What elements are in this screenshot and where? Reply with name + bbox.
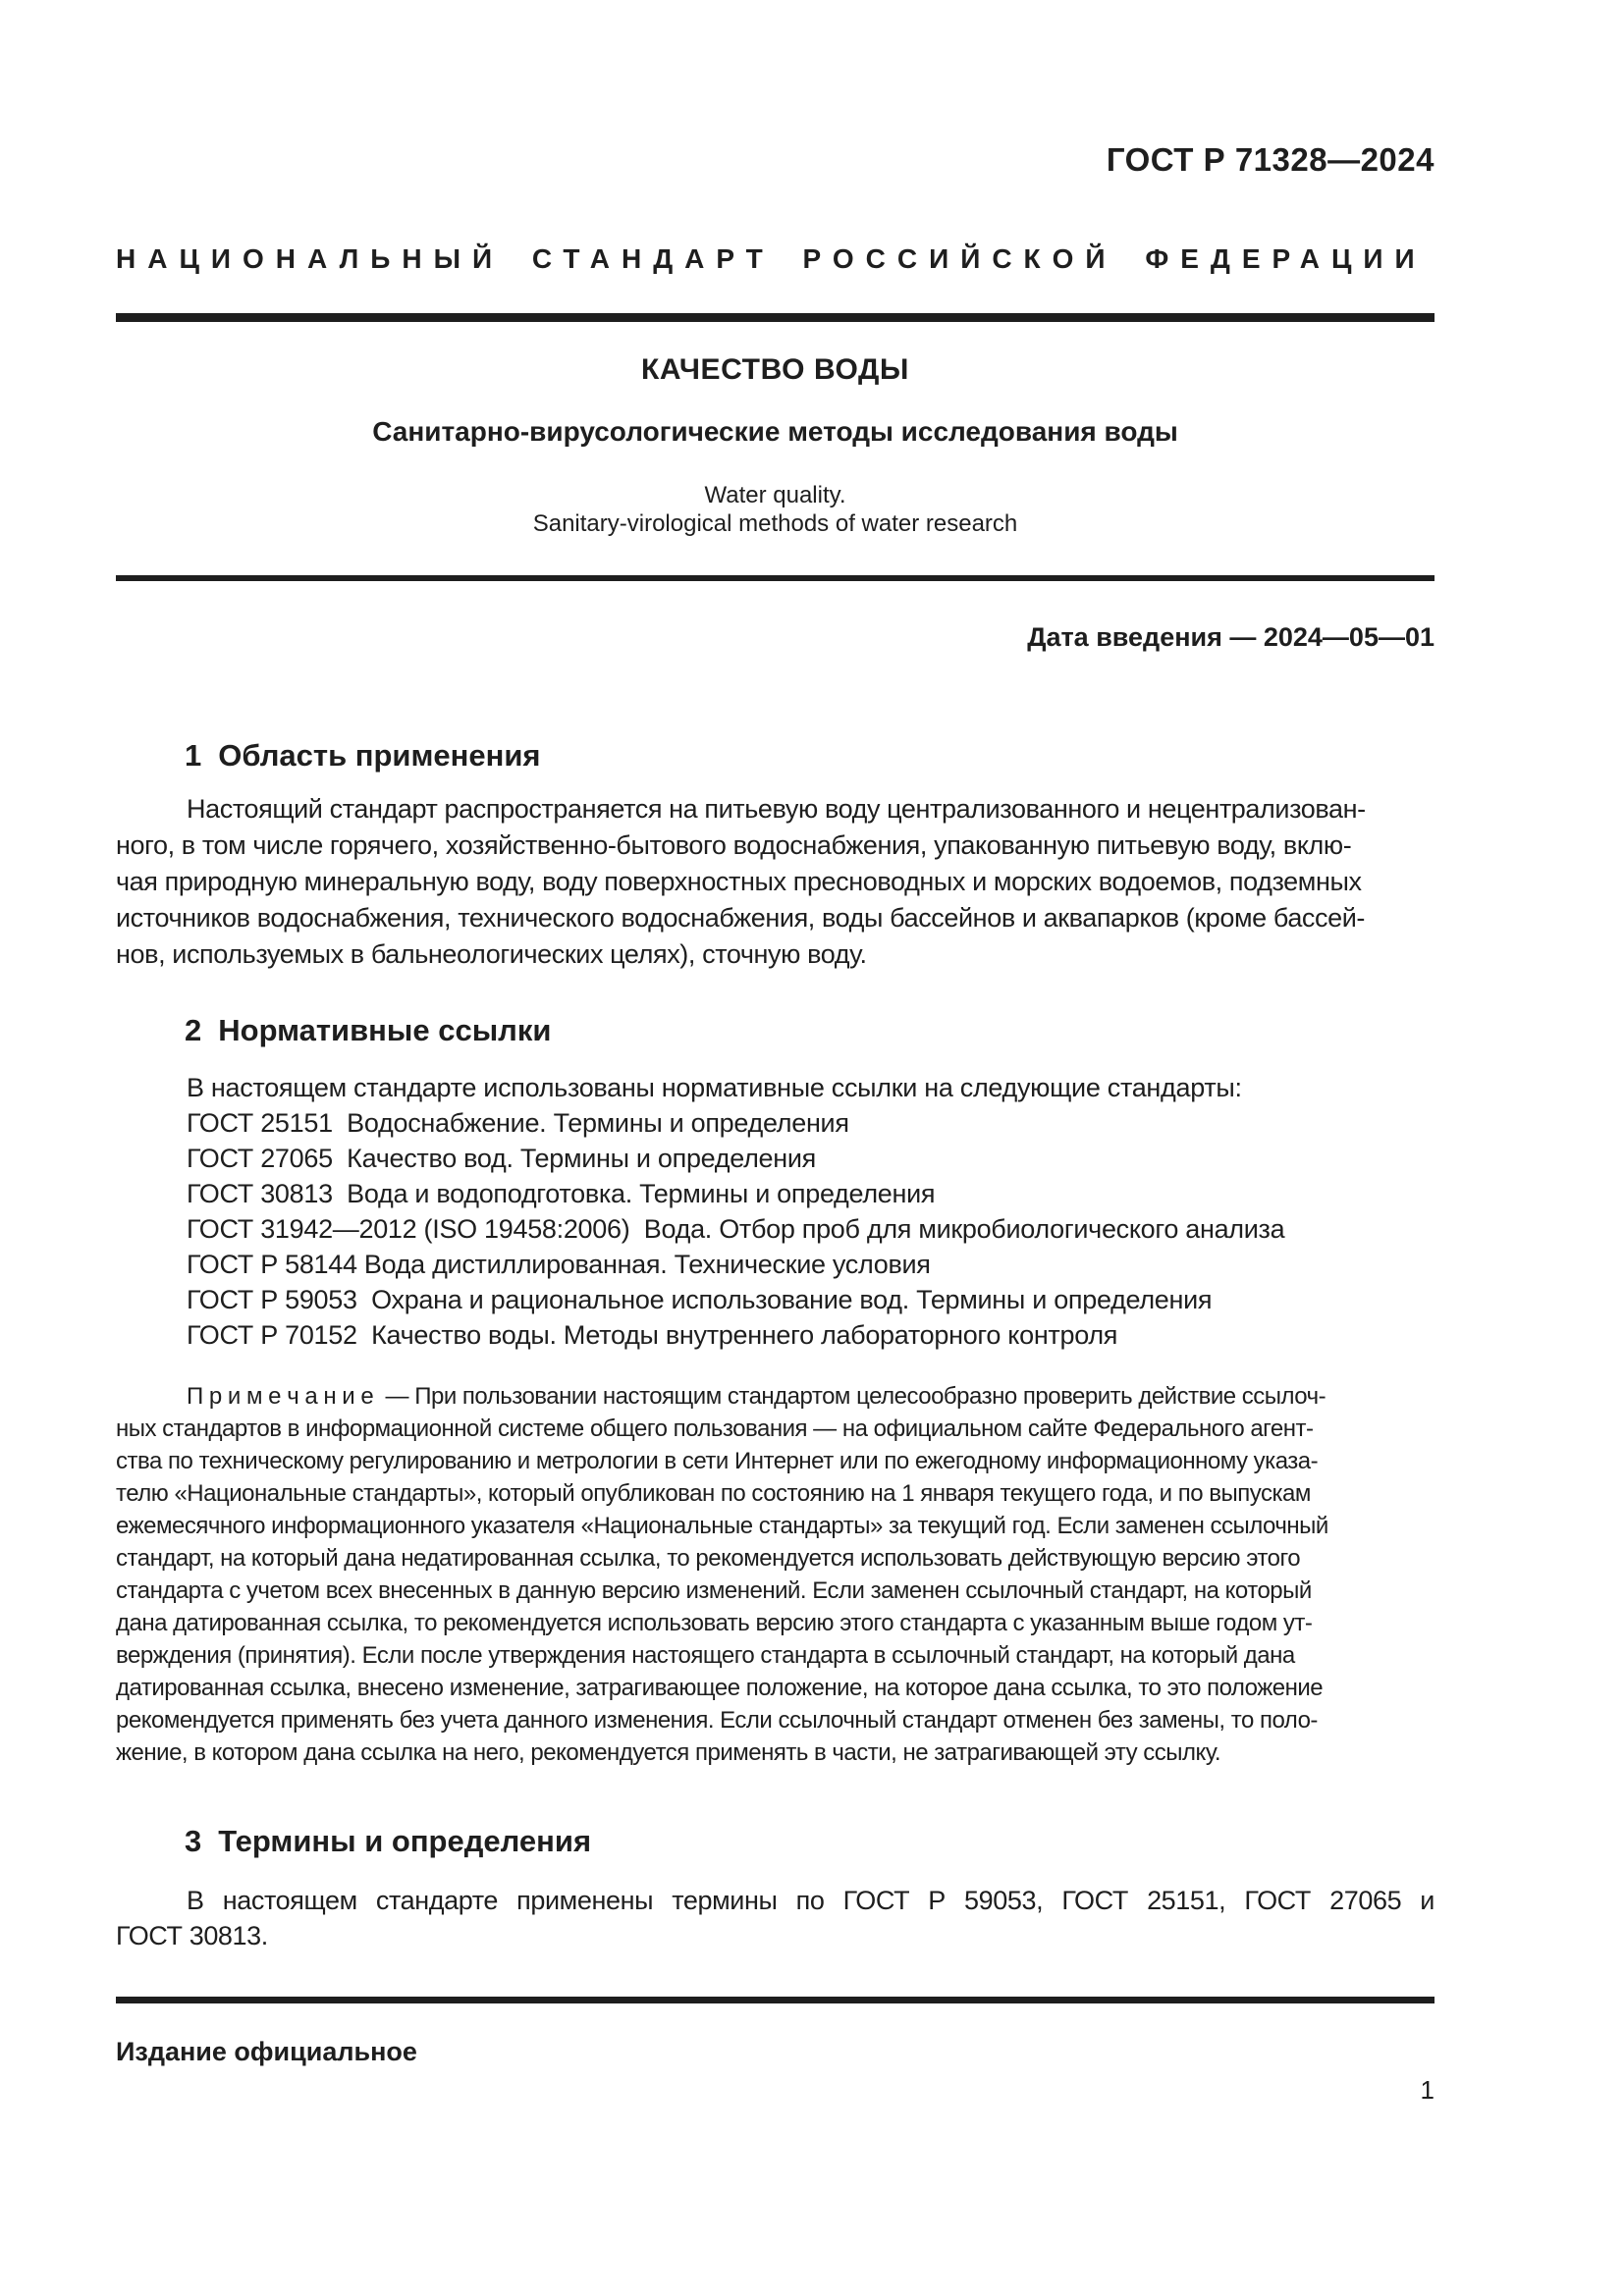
text-line: нов, используемых в бальнеологических целях), сточную воду. xyxy=(116,939,867,969)
section-2-number: 2 xyxy=(185,1013,202,1047)
effective-date: Дата введения — 2024—05—01 xyxy=(1027,622,1435,652)
text-line: чая природную минеральную воду, воду поверхностных пресноводных и морских водоемов, подземных xyxy=(116,867,1362,896)
text-line: датированная ссылка, внесено изменение, затрагивающее положение, на которое дана ссылка, то это положение xyxy=(116,1675,1324,1701)
text-line: ного, в том числе горячего, хозяйственно-бытового водоснабжения, упакованную питьевую воду, вклю- xyxy=(116,830,1352,860)
doc-code: ГОСТ Р 71328—2024 xyxy=(1106,141,1435,178)
title-rule xyxy=(116,575,1435,581)
official-edition-label: Издание официальное xyxy=(116,2037,417,2066)
text-line: рекомендуется применять без учета данного изменения. Если ссылочный стандарт отменен без замены, то поло- xyxy=(116,1707,1318,1734)
section-1-title: Область применения xyxy=(218,738,541,773)
section-3-heading xyxy=(116,1824,1435,1859)
text-line: ежемесячного информационного указателя «Национальные стандарты» за текущий год. Если заменен ссылочный xyxy=(116,1513,1328,1539)
section-3-number: 3 xyxy=(185,1824,202,1858)
footer-rule xyxy=(116,1997,1435,2003)
text-line: Настоящий стандарт распространяется на питьевую воду централизованного и нецентрализован- xyxy=(187,794,1366,824)
text-line: ГОСТ 31942—2012 (ISO 19458:2006) Вода. Отбор проб для микробиологического анализа xyxy=(187,1214,1285,1244)
text-line: дана датированная ссылка, то рекомендуется использовать версию этого стандарта с указанным выше годом ут- xyxy=(116,1610,1313,1636)
text-line: ГОСТ 27065 Качество вод. Термины и определения xyxy=(187,1144,816,1173)
text-line: Water quality. xyxy=(704,482,846,508)
text-line: ГОСТ 30813 Вода и водоподготовка. Термины и определения xyxy=(187,1179,936,1208)
section-1-heading xyxy=(116,738,1435,774)
document-title-ru: КАЧЕСТВО ВОДЫ xyxy=(640,353,909,386)
text-line: ГОСТ Р 58144 Вода дистиллированная. Технические условия xyxy=(187,1250,931,1279)
text-line: телю «Национальные стандарты», который опубликован по состоянию на 1 января текущего года, и по выпускам xyxy=(116,1480,1311,1507)
text-line: ГОСТ 30813. xyxy=(116,1921,268,1950)
text-line: верждения (принятия). Если после утверждения настоящего стандарта в ссылочный стандарт, на который дана xyxy=(116,1642,1295,1669)
section-2-heading xyxy=(116,1013,1435,1048)
text-line: ГОСТ Р 59053 Охрана и рациональное использование вод. Термины и определения xyxy=(187,1285,1213,1314)
section-1-number: 1 xyxy=(185,738,202,773)
text-line: ства по техническому регулированию и метрологии в сети Интернет или по ежегодному информационному указа- xyxy=(116,1448,1319,1474)
text-line: ных стандартов в информационной системе общего пользования — на официальном сайте Федерального агент- xyxy=(116,1415,1314,1442)
text-line: стандарт, на который дана недатированная ссылка, то рекомендуется использовать действующую версию этого xyxy=(116,1545,1301,1572)
text-line: Sanitary-virological methods of water research xyxy=(532,510,1018,537)
note-paragraph xyxy=(116,1380,1435,1769)
section-1-paragraph xyxy=(116,791,1435,973)
references-intro: В настоящем стандарте использованы нормативные ссылки на следующие стандарты: xyxy=(187,1073,1242,1102)
text-line: ГОСТ Р 70152 Качество воды. Методы внутреннего лабораторного контроля xyxy=(187,1320,1118,1350)
national-standard-banner: НАЦИОНАЛЬНЫЙ СТАНДАРТ РОССИЙСКОЙ ФЕДЕРАЦИИ xyxy=(116,243,1427,274)
document-subtitle-ru: Санитарно-вирусологические методы исследования воды xyxy=(372,416,1178,447)
text-line: В настоящем стандарте применены термины по ГОСТ Р 59053, ГОСТ 25151, ГОСТ 27065 и xyxy=(187,1886,1435,1915)
header-rule-thick xyxy=(116,313,1435,322)
text-line: ГОСТ 25151 Водоснабжение. Термины и определения xyxy=(187,1108,849,1138)
document-title-en xyxy=(116,481,1435,538)
text-line: источников водоснабжения, технического водоснабжения, воды бассейнов и аквапарков (кроме бассей- xyxy=(116,903,1366,933)
text-line: жение, в котором дана ссылка на него, рекомендуется применять в части, не затрагивающей эту ссылку. xyxy=(116,1739,1221,1766)
section-3-title: Термины и определения xyxy=(218,1824,592,1858)
section-2-title: Нормативные ссылки xyxy=(218,1013,552,1047)
text-line: П р и м е ч а н и е — При пользовании настоящим стандартом целесообразно проверить действие ссылоч- xyxy=(187,1383,1326,1410)
page-number: 1 xyxy=(1420,2075,1435,2105)
references-list xyxy=(116,1105,1435,1353)
section-3-paragraph xyxy=(116,1883,1435,1953)
text-line: стандарта с учетом всех внесенных в данную версию изменений. Если заменен ссылочный стандарт, на который xyxy=(116,1577,1312,1604)
